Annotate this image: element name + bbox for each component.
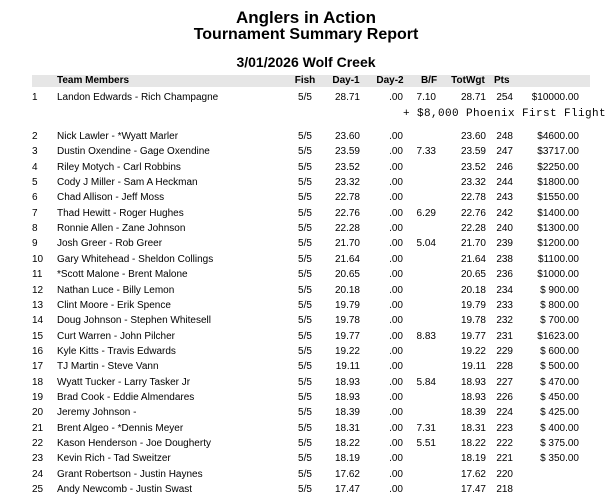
totwgt-cell: 18.93	[460, 391, 486, 403]
totwgt-cell: 22.28	[460, 223, 486, 235]
place-cell: 5	[32, 177, 38, 189]
day2-cell: .00	[389, 238, 403, 250]
prize-cell: $ 470.00	[540, 376, 579, 388]
team-cell: Chad Allison - Jeff Moss	[57, 192, 165, 204]
pts-cell: 232	[496, 315, 513, 327]
day2-cell: .00	[389, 146, 403, 158]
team-cell: Grant Robertson - Justin Haynes	[57, 468, 203, 480]
pts-cell: 222	[496, 438, 513, 449]
prize-cell: $ 600.00	[540, 345, 579, 357]
prize-cell: $1800.00	[537, 177, 579, 189]
place-cell: 22	[32, 438, 44, 449]
totwgt-cell: 23.52	[460, 161, 486, 173]
team-cell: Clint Moore - Erik Spence	[57, 299, 171, 311]
place-cell: 18	[32, 376, 44, 388]
day2-cell: .00	[389, 192, 403, 204]
day1-cell: 23.52	[334, 161, 360, 173]
header-pts: Pts	[494, 75, 510, 86]
pts-cell: 243	[496, 192, 513, 204]
prize-cell: $ 350.00	[540, 453, 579, 465]
fish-cell: 5/5	[298, 361, 312, 373]
fish-cell: 5/5	[298, 253, 312, 265]
totwgt-cell: 18.19	[460, 453, 486, 465]
team-cell: Curt Warren - John Pilcher	[57, 330, 175, 342]
totwgt-cell: 19.77	[460, 330, 486, 342]
pts-cell: 218	[496, 484, 513, 496]
totwgt-cell: 19.79	[460, 299, 486, 311]
fish-cell: 5/5	[298, 192, 312, 204]
prize-cell: $ 500.00	[540, 361, 579, 373]
team-cell: Ronnie Allen - Zane Johnson	[57, 223, 186, 235]
place-cell: 24	[32, 468, 44, 480]
pts-cell: 242	[496, 207, 513, 219]
day2-cell: .00	[389, 299, 403, 311]
prize-cell: $3717.00	[537, 146, 579, 158]
totwgt-cell: 19.78	[460, 315, 486, 327]
totwgt-cell: 20.65	[460, 269, 486, 281]
pts-cell: 244	[496, 177, 513, 189]
place-cell: 9	[32, 238, 38, 250]
day2-cell: .00	[389, 207, 403, 219]
day1-cell: 18.39	[334, 407, 360, 419]
place-cell: 25	[32, 484, 44, 496]
fish-cell: 5/5	[298, 376, 312, 388]
day2-cell: .00	[389, 92, 403, 103]
prize-cell: $10000.00	[531, 92, 579, 103]
fish-cell: 5/5	[298, 391, 312, 403]
day1-cell: 17.62	[334, 468, 360, 480]
bf-cell: 7.31	[416, 422, 436, 434]
team-cell: Doug Johnson - Stephen Whitesell	[57, 315, 211, 327]
day1-cell: 18.93	[334, 376, 360, 388]
team-cell: Nick Lawler - *Wyatt Marler	[57, 131, 179, 142]
prize-cell: $ 800.00	[540, 299, 579, 311]
day1-cell: 20.18	[334, 284, 360, 296]
place-cell: 14	[32, 315, 44, 327]
day2-cell: .00	[389, 468, 403, 480]
fish-cell: 5/5	[298, 131, 312, 142]
fish-cell: 5/5	[298, 299, 312, 311]
pts-cell: 229	[496, 345, 513, 357]
prize-cell: $1000.00	[537, 269, 579, 281]
team-cell: Landon Edwards - Rich Champagne	[57, 92, 219, 103]
totwgt-cell: 19.22	[460, 345, 486, 357]
place-cell: 21	[32, 422, 44, 434]
team-cell: Kevin Rich - Tad Sweitzer	[57, 453, 171, 465]
prize-cell: $4600.00	[537, 131, 579, 142]
place-cell: 2	[32, 131, 38, 142]
place-cell: 4	[32, 161, 38, 173]
totwgt-cell: 22.76	[460, 207, 486, 219]
day2-cell: .00	[389, 376, 403, 388]
fish-cell: 5/5	[298, 161, 312, 173]
pts-cell: 234	[496, 284, 513, 296]
day2-cell: .00	[389, 131, 403, 142]
team-cell: Nathan Luce - Billy Lemon	[57, 284, 175, 296]
team-cell: Thad Hewitt - Roger Hughes	[57, 207, 184, 219]
team-cell: Cody J Miller - Sam A Heckman	[57, 177, 198, 189]
prize-cell: $ 450.00	[540, 391, 579, 403]
totwgt-cell: 21.64	[460, 253, 486, 265]
fish-cell: 5/5	[298, 284, 312, 296]
bf-cell: 5.84	[416, 376, 436, 388]
place-cell: 1	[32, 92, 38, 103]
day1-cell: 28.71	[334, 92, 360, 103]
prize-cell: $1623.00	[537, 330, 579, 342]
team-cell: TJ Martin - Steve Vann	[57, 361, 159, 373]
day1-cell: 18.22	[334, 438, 360, 449]
place-cell: 8	[32, 223, 38, 235]
day1-cell: 22.76	[334, 207, 360, 219]
event-title: 3/01/2026 Wolf Creek	[236, 54, 376, 70]
day1-cell: 19.77	[334, 330, 360, 342]
fish-cell: 5/5	[298, 223, 312, 235]
pts-cell: 247	[496, 146, 513, 158]
team-cell: Gary Whitehead - Sheldon Collings	[57, 253, 214, 265]
header-fish: Fish	[294, 75, 316, 86]
totwgt-cell: 28.71	[460, 92, 486, 103]
pts-cell: 254	[496, 92, 513, 103]
header-bf: B/F	[420, 75, 438, 86]
day2-cell: .00	[389, 315, 403, 327]
pts-cell: 240	[496, 223, 513, 235]
org-title: Anglers in Action	[235, 8, 377, 27]
header-day2: Day-2	[376, 75, 404, 86]
prize-cell: $1300.00	[537, 223, 579, 235]
pts-cell: 220	[496, 468, 513, 480]
day2-cell: .00	[389, 253, 403, 265]
fish-cell: 5/5	[298, 453, 312, 465]
prize-cell: $ 400.00	[540, 422, 579, 434]
day2-cell: .00	[389, 284, 403, 296]
day1-cell: 23.59	[334, 146, 360, 158]
totwgt-cell: 18.31	[460, 422, 486, 434]
day1-cell: 18.19	[334, 453, 360, 465]
totwgt-cell: 20.18	[460, 284, 486, 296]
totwgt-cell: 18.22	[460, 438, 486, 449]
team-cell: *Scott Malone - Brent Malone	[57, 269, 188, 281]
fish-cell: 5/5	[298, 269, 312, 281]
fish-cell: 5/5	[298, 207, 312, 219]
team-cell: Josh Greer - Rob Greer	[57, 238, 163, 250]
totwgt-cell: 21.70	[460, 238, 486, 250]
place-cell: 16	[32, 345, 44, 357]
fish-cell: 5/5	[298, 315, 312, 327]
prize-cell: $ 425.00	[540, 407, 579, 419]
team-cell: Brad Cook - Eddie Almendares	[57, 391, 195, 403]
day1-cell: 17.47	[334, 484, 360, 496]
day2-cell: .00	[389, 161, 403, 173]
totwgt-cell: 23.59	[460, 146, 486, 158]
team-cell: Jeremy Johnson -	[57, 407, 137, 419]
place-cell: 12	[32, 284, 44, 296]
fish-cell: 5/5	[298, 177, 312, 189]
prize-cell: $ 375.00	[540, 438, 579, 449]
day2-cell: .00	[389, 223, 403, 235]
pts-cell: 238	[496, 253, 513, 265]
pts-cell: 224	[496, 407, 513, 419]
day1-cell: 20.65	[334, 269, 360, 281]
day1-cell: 19.22	[334, 345, 360, 357]
day1-cell: 18.93	[334, 391, 360, 403]
place-cell: 20	[32, 407, 44, 419]
day2-cell: .00	[389, 330, 403, 342]
day2-cell: .00	[389, 177, 403, 189]
prize-cell: $ 900.00	[540, 284, 579, 296]
prize-cell: $2250.00	[537, 161, 579, 173]
day2-cell: .00	[389, 484, 403, 496]
header-team-members: Team Members	[57, 75, 130, 86]
place-cell: 6	[32, 192, 38, 204]
fish-cell: 5/5	[298, 238, 312, 250]
fish-cell: 5/5	[298, 484, 312, 496]
totwgt-cell: 23.32	[460, 177, 486, 189]
day1-cell: 21.70	[334, 238, 360, 250]
day2-cell: .00	[389, 361, 403, 373]
fish-cell: 5/5	[298, 330, 312, 342]
prize-cell: $1200.00	[537, 238, 579, 250]
fish-cell: 5/5	[298, 438, 312, 449]
bf-cell: 5.04	[416, 238, 436, 250]
fish-cell: 5/5	[298, 146, 312, 158]
totwgt-cell: 17.47	[460, 484, 486, 496]
fish-cell: 5/5	[298, 92, 312, 103]
bonus-note: + $8,000 Phoenix First Flight	[402, 108, 606, 120]
fish-cell: 5/5	[298, 422, 312, 434]
place-cell: 3	[32, 146, 38, 158]
day2-cell: .00	[389, 422, 403, 434]
team-cell: Dustin Oxendine - Gage Oxendine	[57, 146, 210, 158]
bf-cell: 7.33	[416, 146, 436, 158]
team-cell: Kason Henderson - Joe Dougherty	[57, 438, 211, 449]
day1-cell: 19.79	[334, 299, 360, 311]
day2-cell: .00	[389, 345, 403, 357]
day1-cell: 23.60	[334, 131, 360, 142]
pts-cell: 228	[496, 361, 513, 373]
day1-cell: 19.78	[334, 315, 360, 327]
bf-cell: 6.29	[416, 207, 436, 219]
pts-cell: 231	[496, 330, 513, 342]
day2-cell: .00	[389, 391, 403, 403]
bf-cell: 7.10	[416, 92, 436, 103]
day1-cell: 21.64	[334, 253, 360, 265]
pts-cell: 221	[496, 453, 513, 465]
team-cell: Andy Newcomb - Justin Swast	[57, 484, 193, 496]
place-cell: 10	[32, 253, 44, 265]
pts-cell: 227	[496, 376, 513, 388]
prize-cell: $1100.00	[538, 253, 579, 265]
day1-cell: 22.78	[334, 192, 360, 204]
day1-cell: 23.32	[334, 177, 360, 189]
totwgt-cell: 23.60	[460, 131, 486, 142]
prize-cell: $ 700.00	[540, 315, 579, 327]
fish-cell: 5/5	[298, 345, 312, 357]
fish-cell: 5/5	[298, 468, 312, 480]
day1-cell: 18.31	[334, 422, 360, 434]
header-day1: Day-1	[332, 75, 360, 86]
day1-cell: 22.28	[334, 223, 360, 235]
header-totwgt: TotWgt	[451, 75, 485, 86]
pts-cell: 233	[496, 299, 513, 311]
bf-cell: 5.51	[416, 438, 436, 449]
totwgt-cell: 19.11	[461, 361, 486, 373]
day2-cell: .00	[389, 407, 403, 419]
pts-cell: 248	[496, 131, 513, 142]
day2-cell: .00	[389, 269, 403, 281]
totwgt-cell: 18.93	[460, 376, 486, 388]
report-title: Tournament Summary Report	[193, 26, 419, 43]
team-cell: Kyle Kitts - Travis Edwards	[57, 345, 176, 357]
team-cell: Riley Motych - Carl Robbins	[57, 161, 181, 173]
totwgt-cell: 18.39	[460, 407, 486, 419]
day1-cell: 19.11	[335, 361, 360, 373]
pts-cell: 226	[496, 391, 513, 403]
day2-cell: .00	[389, 438, 403, 449]
prize-cell: $1400.00	[537, 207, 579, 219]
place-cell: 11	[32, 269, 43, 281]
place-cell: 7	[32, 207, 38, 219]
bf-cell: 8.83	[416, 330, 436, 342]
prize-cell: $1550.00	[537, 192, 579, 204]
team-cell: Wyatt Tucker - Larry Tasker Jr	[57, 376, 191, 388]
place-cell: 13	[32, 299, 44, 311]
team-cell: Brent Algeo - *Dennis Meyer	[57, 422, 184, 434]
day2-cell: .00	[389, 453, 403, 465]
pts-cell: 239	[496, 238, 513, 250]
fish-cell: 5/5	[298, 407, 312, 419]
totwgt-cell: 22.78	[460, 192, 486, 204]
pts-cell: 246	[496, 161, 513, 173]
place-cell: 19	[32, 391, 44, 403]
place-cell: 15	[32, 330, 44, 342]
totwgt-cell: 17.62	[460, 468, 486, 480]
place-cell: 17	[32, 361, 44, 373]
place-cell: 23	[32, 453, 44, 465]
pts-cell: 223	[496, 422, 513, 434]
pts-cell: 236	[496, 269, 513, 281]
